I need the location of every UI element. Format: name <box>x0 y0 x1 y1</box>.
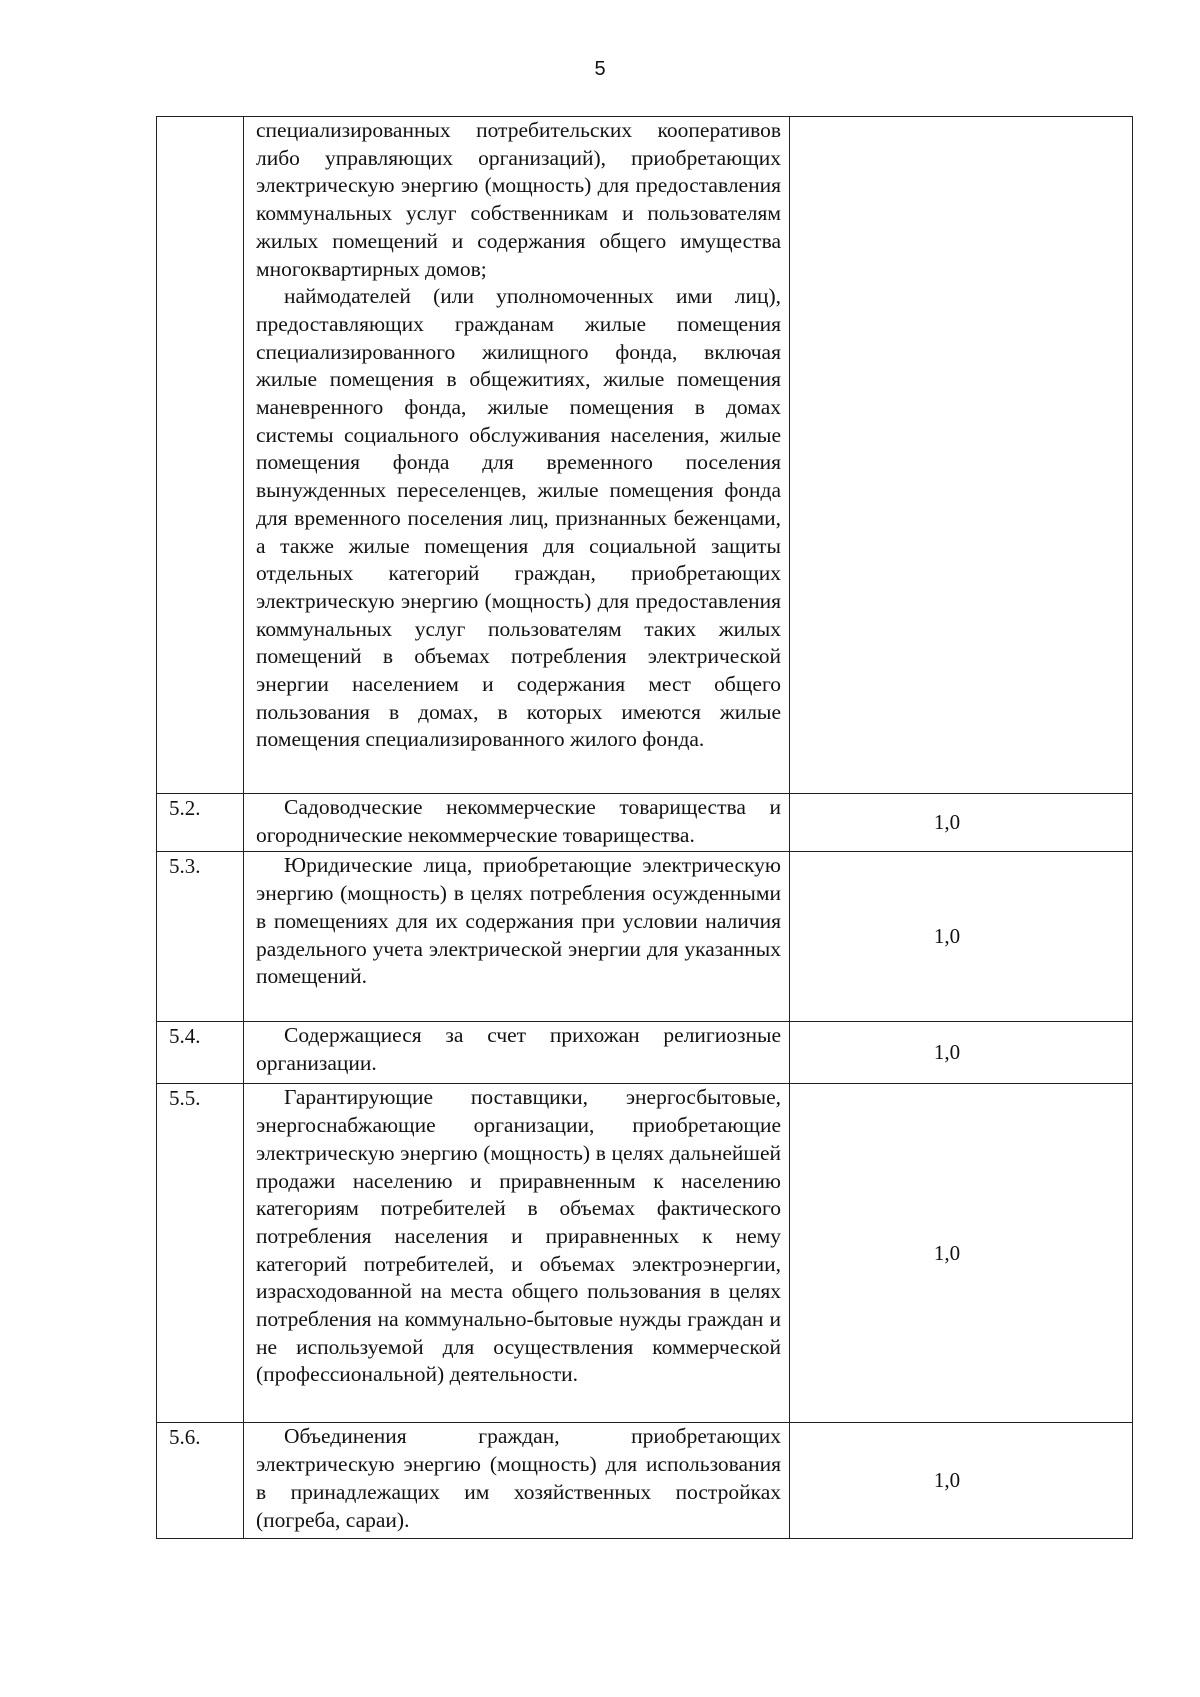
row-value: 1,0 <box>790 1423 1133 1539</box>
description-paragraph: Садоводческие некоммерческие товарищества и огороднические некоммерческие товарищества. <box>256 795 781 847</box>
row-value <box>790 117 1133 794</box>
row-number <box>157 117 244 794</box>
table-row <box>157 1423 1133 1539</box>
description-paragraph: Объединения граждан, приобретающих электрическую энергию (мощность) для использования в принадлежащих им хозяйственных постройках (погреба, сараи). <box>256 1424 781 1532</box>
row-description <box>244 1084 790 1423</box>
description-paragraph: наймодателей (или уполномоченных ими лиц), предоставляющих гражданам жилые помещения специализированного жилищного фонда, включая жилые помещения в общежитиях, жилые помещения маневренного фонда, жилые помещения в домах системы социального обслуживания населения, жилые помещения фонда для временного поселения вынужденных переселенцев, жилые помещения фонда для временного поселения лиц, признанных беженцами, а также жилые помещения для социальной защиты отдельных категорий граждан, приобретающих электрическую энергию (мощность) для предоставления коммунальных услуг пользователям таких жилых помещений в объемах потребления электрической энергии населением и содержания мест общего пользования в домах, в которых имеются жилые помещения специализированного жилого фонда. <box>256 284 781 752</box>
table-row <box>157 1084 1133 1423</box>
page-number: 5 <box>594 58 606 80</box>
table-row <box>157 794 1133 852</box>
row-description <box>244 852 790 1022</box>
row-value: 1,0 <box>790 852 1133 1022</box>
row-value: 1,0 <box>790 1022 1133 1084</box>
row-value: 1,0 <box>790 794 1133 852</box>
row-number: 5.2. <box>157 794 244 852</box>
table-row <box>157 117 1133 794</box>
table-row <box>157 1022 1133 1084</box>
description-paragraph: Гарантирующие поставщики, энергосбытовые, энергоснабжающие организации, приобретающие электрическую энергию (мощность) в целях дальнейшей продажи населению и приравненным к населению категориям потребителей в объемах фактического потребления населения и приравненных к нему категорий потребителей, и объемах электроэнергии, израсходованной на места общего пользования в целях потребления на коммунально-бытовые нужды граждан и не используемой для осуществления коммерческой (профессиональной) деятельности. <box>256 1085 781 1387</box>
description-paragraph: Содержащиеся за счет прихожан религиозные организации. <box>256 1023 781 1076</box>
row-description <box>244 1022 790 1084</box>
row-number: 5.3. <box>157 852 244 1022</box>
row-description <box>244 1423 790 1539</box>
tariff-table <box>156 116 1133 1539</box>
description-paragraph: Юридические лица, приобретающие электрическую энергию (мощность) в целях потребления осужденными в помещениях для их содержания при условии наличия раздельного учета электрической энергии для указанных помещений. <box>256 853 781 989</box>
row-description <box>244 794 790 852</box>
row-description <box>244 117 790 794</box>
row-number: 5.5. <box>157 1084 244 1423</box>
table-row <box>157 852 1133 1022</box>
row-value: 1,0 <box>790 1084 1133 1423</box>
row-number: 5.4. <box>157 1022 244 1084</box>
row-number: 5.6. <box>157 1423 244 1539</box>
description-paragraph: специализированных потребительских кооперативов либо управляющих организаций), приобретающих электрическую энергию (мощность) для предоставления коммунальных услуг собственникам и пользователям жилых помещений и содержания общего имущества многоквартирных домов; <box>256 118 781 281</box>
